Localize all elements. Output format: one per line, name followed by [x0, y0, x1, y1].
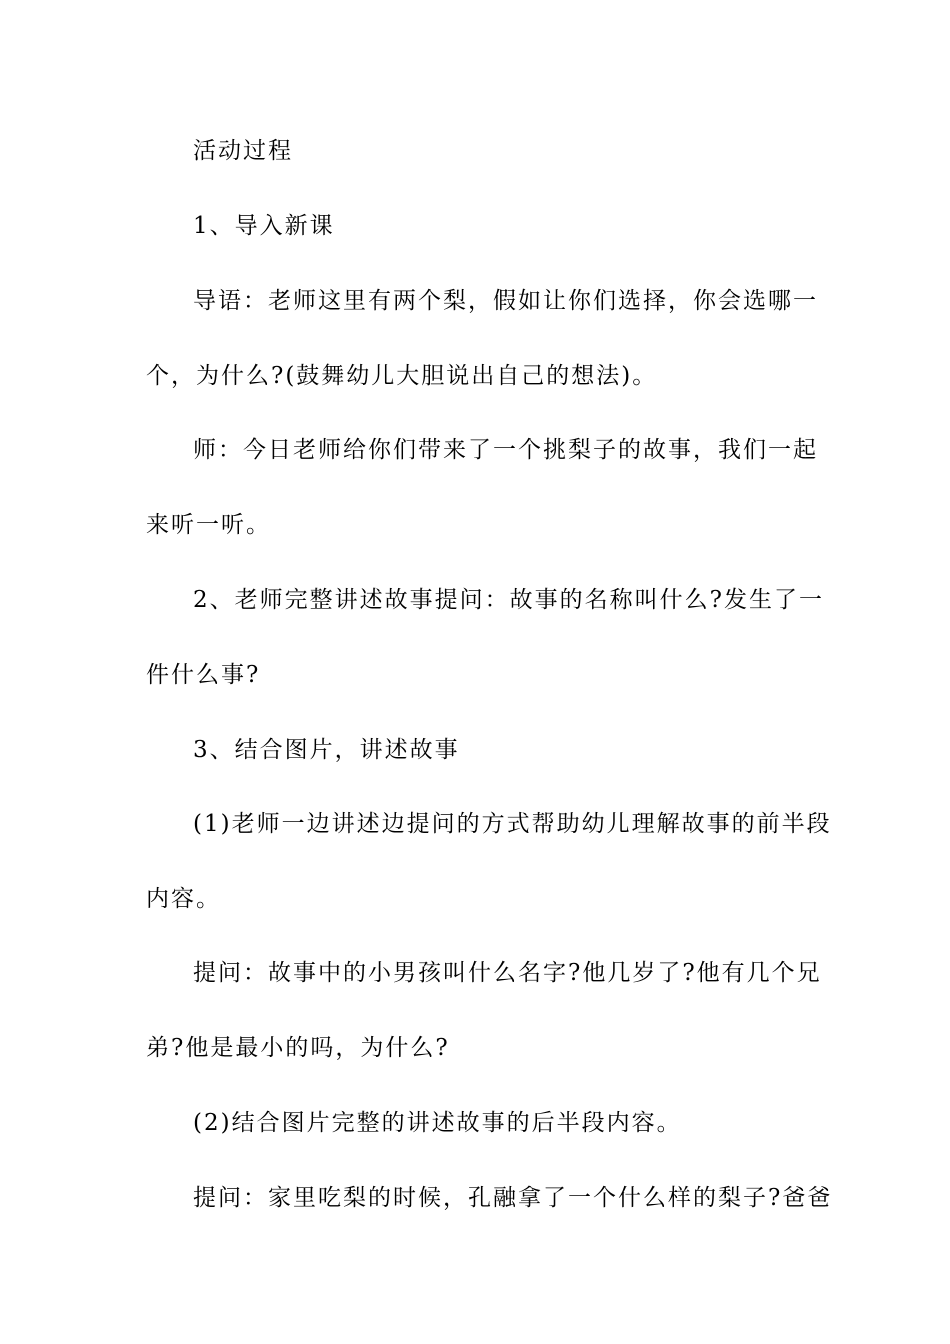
- section-heading-activity-process: 活动过程: [193, 138, 293, 164]
- sub-step-1-line: (1)老师一边讲述边提问的方式帮助幼儿理解故事的前半段: [193, 811, 832, 837]
- paragraph-line: 来听一听。: [146, 512, 271, 538]
- paragraph-line: 弟?他是最小的吗，为什么?: [146, 1035, 450, 1061]
- step-3-heading: 3、结合图片，讲述故事: [193, 737, 460, 763]
- paragraph-line: 件什么事?: [146, 662, 261, 688]
- paragraph-line: 导语：老师这里有两个梨，假如让你们选择，你会选哪一: [193, 288, 818, 314]
- question-line: 提问：故事中的小男孩叫什么名字?他几岁了?他有几个兄: [193, 960, 822, 986]
- paragraph-line: 个，为什么?(鼓舞幼儿大胆说出自己的想法)。: [146, 363, 658, 389]
- paragraph-line: 内容。: [146, 886, 221, 912]
- question-line: 提问：家里吃梨的时候，孔融拿了一个什么样的梨子?爸爸: [193, 1185, 833, 1211]
- step-1-heading: 1、导入新课: [193, 213, 335, 239]
- paragraph-line: 师：今日老师给你们带来了一个挑梨子的故事，我们一起: [193, 437, 818, 463]
- step-2-line: 2、老师完整讲述故事提问：故事的名称叫什么?发生了一: [193, 587, 824, 613]
- sub-step-2-line: (2)结合图片完整的讲述故事的后半段内容。: [193, 1110, 682, 1136]
